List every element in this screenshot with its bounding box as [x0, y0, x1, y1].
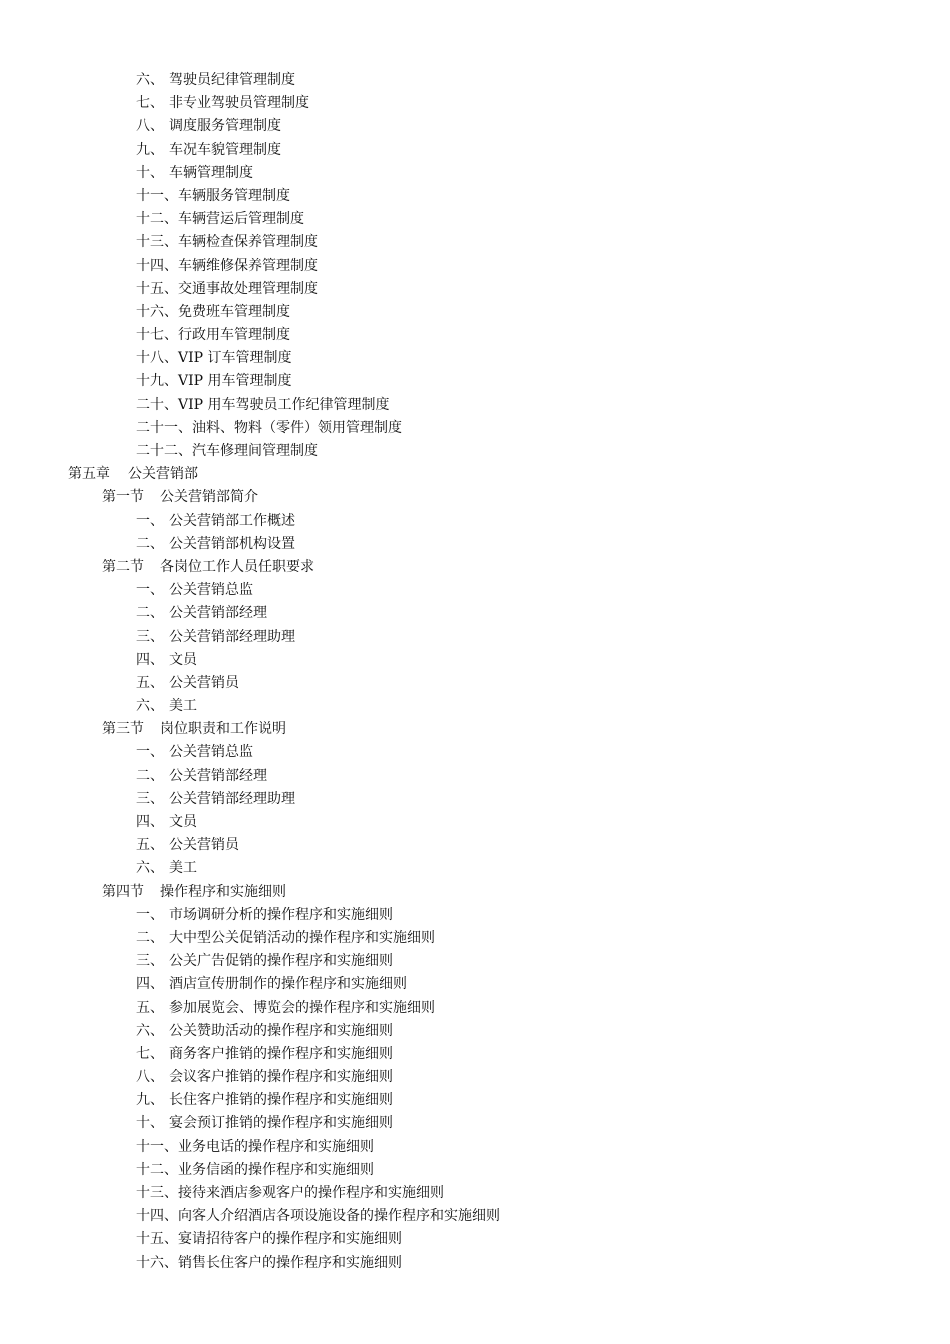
toc-entry-title: 公关广告促销的操作程序和实施细则	[169, 953, 393, 970]
section-heading	[0, 486, 950, 509]
toc-entry	[0, 695, 950, 718]
toc-entry-number: 十、	[136, 1115, 164, 1132]
toc-entry	[0, 811, 950, 834]
toc-entry	[0, 1252, 950, 1275]
toc-entry-number: 二、	[136, 929, 164, 946]
toc-entry	[0, 278, 950, 301]
toc-entry	[0, 1089, 950, 1112]
toc-entry	[0, 440, 950, 463]
toc-entry-title: 各岗位工作人员任职要求	[160, 558, 314, 575]
toc-entry	[0, 347, 950, 370]
toc-entry-number: 十三、	[136, 234, 178, 251]
toc-entry-number: 十八、	[136, 350, 178, 367]
toc-entry	[0, 231, 950, 254]
toc-entry-title: 公关营销部经理	[169, 767, 267, 784]
toc-entry-title: 非专业驾驶员管理制度	[169, 95, 309, 112]
toc-entry-number: 十一、	[136, 187, 178, 204]
toc-entry-title: 长住客户推销的操作程序和实施细则	[169, 1092, 393, 1109]
toc-entry-title: 驾驶员纪律管理制度	[169, 72, 295, 88]
toc-entry-title: 车况车貌管理制度	[169, 141, 281, 158]
toc-entry-number: 九、	[136, 141, 164, 158]
toc-entry-title: 宴会预订推销的操作程序和实施细则	[169, 1115, 393, 1132]
toc-entry-title: VIP 用车驾驶员工作纪律管理制度	[178, 396, 390, 413]
toc-entry	[0, 301, 950, 324]
toc-entry-title: 市场调研分析的操作程序和实施细则	[169, 906, 393, 923]
toc-entry-number: 五、	[136, 674, 164, 691]
toc-entry	[0, 162, 950, 185]
toc-entry	[0, 139, 950, 162]
toc-entry-title: 文员	[169, 814, 197, 830]
toc-entry-number: 一、	[136, 906, 164, 923]
toc-entry-title: 岗位职责和工作说明	[160, 721, 286, 738]
toc-entry-number: 十二、	[136, 211, 178, 228]
toc-entry-number: 十三、	[136, 1185, 178, 1201]
toc-entry-number: 八、	[136, 118, 164, 135]
section-heading	[0, 556, 950, 579]
toc-entry	[0, 370, 950, 393]
toc-entry-number: 五、	[136, 837, 164, 854]
toc-entry-title: 车辆检查保养管理制度	[178, 234, 318, 251]
toc-entry-number: 十九、	[136, 373, 178, 390]
toc-entry-number: 一、	[136, 582, 164, 599]
toc-entry-title: 公关营销员	[169, 674, 239, 691]
toc-entry-title: 免费班车管理制度	[178, 303, 290, 320]
toc-entry-number: 二十、	[136, 396, 178, 413]
toc-entry-number: 九、	[136, 1092, 164, 1109]
table-of-contents	[0, 69, 950, 1275]
toc-entry	[0, 649, 950, 672]
toc-entry-number: 六、	[136, 72, 164, 88]
toc-entry	[0, 1066, 950, 1089]
toc-entry	[0, 997, 950, 1020]
toc-entry	[0, 1043, 950, 1066]
toc-entry-title: 会议客户推销的操作程序和实施细则	[169, 1069, 393, 1086]
section-heading	[0, 718, 950, 741]
toc-entry-title: 公关营销部工作概述	[169, 512, 295, 529]
toc-entry	[0, 115, 950, 138]
toc-entry	[0, 533, 950, 556]
toc-entry	[0, 1112, 950, 1135]
toc-entry-number: 十六、	[136, 303, 178, 320]
toc-entry-title: 公关营销总监	[169, 744, 253, 761]
toc-entry-title: 接待来酒店参观客户的操作程序和实施细则	[178, 1185, 444, 1201]
toc-entry-title: 车辆服务管理制度	[178, 187, 290, 204]
toc-entry-title: 汽车修理间管理制度	[192, 443, 318, 459]
toc-entry	[0, 579, 950, 602]
toc-entry-number: 第三节	[102, 721, 144, 738]
toc-entry-title: 公关营销部经理助理	[169, 790, 295, 807]
toc-entry-number: 四、	[136, 651, 164, 668]
toc-entry-title: 公关营销部经理助理	[169, 628, 295, 645]
toc-entry	[0, 255, 950, 278]
toc-entry	[0, 927, 950, 950]
toc-entry	[0, 1020, 950, 1043]
toc-entry-title: 公关营销总监	[169, 582, 253, 599]
toc-entry-title: 公关赞助活动的操作程序和实施细则	[169, 1022, 393, 1039]
toc-entry-title: 公关营销员	[169, 837, 239, 854]
toc-entry-title: 车辆维修保养管理制度	[178, 257, 318, 274]
toc-entry-number: 四、	[136, 814, 164, 830]
toc-entry	[0, 324, 950, 347]
toc-entry-number: 第二节	[102, 558, 144, 575]
toc-entry	[0, 394, 950, 417]
toc-entry-number: 七、	[136, 1045, 164, 1062]
toc-entry-title: 销售长住客户的操作程序和实施细则	[178, 1254, 402, 1271]
toc-entry	[0, 1136, 950, 1159]
toc-entry-number: 二、	[136, 767, 164, 784]
toc-entry-title: 车辆营运后管理制度	[178, 211, 304, 228]
toc-entry	[0, 208, 950, 231]
toc-entry-number: 三、	[136, 953, 164, 970]
toc-entry-title: 公关营销部机构设置	[169, 535, 295, 552]
toc-entry-title: 行政用车管理制度	[178, 327, 290, 344]
toc-entry	[0, 950, 950, 973]
toc-entry-title: 公关营销部简介	[160, 489, 258, 506]
toc-entry	[0, 973, 950, 996]
toc-entry	[0, 857, 950, 880]
toc-entry-title: 美工	[169, 860, 197, 877]
toc-entry-number: 第四节	[102, 883, 144, 900]
toc-entry-title: 公关营销部	[128, 466, 198, 483]
toc-entry-title: 大中型公关促销活动的操作程序和实施细则	[169, 929, 435, 946]
toc-entry-number: 十五、	[136, 1231, 178, 1248]
toc-entry-number: 二十一、	[136, 419, 192, 436]
toc-entry-title: 公关营销部经理	[169, 605, 267, 622]
toc-entry-number: 八、	[136, 1069, 164, 1086]
toc-entry-title: VIP 用车管理制度	[178, 373, 292, 390]
toc-entry	[0, 92, 950, 115]
toc-entry-number: 六、	[136, 1022, 164, 1039]
toc-entry-number: 二十二、	[136, 443, 192, 459]
toc-entry-number: 十六、	[136, 1254, 178, 1271]
toc-entry	[0, 1182, 950, 1205]
toc-entry-number: 十二、	[136, 1161, 178, 1178]
toc-entry	[0, 788, 950, 811]
toc-entry	[0, 1159, 950, 1182]
toc-entry-number: 二、	[136, 605, 164, 622]
toc-entry-title: 业务信函的操作程序和实施细则	[178, 1161, 374, 1178]
toc-entry-title: VIP 订车管理制度	[178, 350, 292, 367]
toc-entry-title: 调度服务管理制度	[169, 118, 281, 135]
toc-entry-title: 油料、物料（零件）领用管理制度	[192, 419, 402, 436]
toc-entry-number: 一、	[136, 744, 164, 761]
toc-entry	[0, 1228, 950, 1251]
toc-entry-number: 十四、	[136, 257, 178, 274]
toc-entry-number: 第五章	[68, 466, 110, 483]
toc-entry-number: 十七、	[136, 327, 178, 344]
toc-entry	[0, 834, 950, 857]
toc-entry-number: 十四、	[136, 1208, 178, 1225]
toc-entry-title: 参加展览会、博览会的操作程序和实施细则	[169, 999, 435, 1016]
toc-entry	[0, 69, 950, 92]
toc-entry-title: 交通事故处理管理制度	[178, 280, 318, 297]
toc-entry-title: 操作程序和实施细则	[160, 883, 286, 900]
toc-entry-title: 业务电话的操作程序和实施细则	[178, 1138, 374, 1155]
toc-entry-title: 商务客户推销的操作程序和实施细则	[169, 1045, 393, 1062]
toc-entry-number: 十一、	[136, 1138, 178, 1155]
toc-entry	[0, 185, 950, 208]
toc-entry	[0, 765, 950, 788]
toc-entry-number: 第一节	[102, 489, 144, 506]
toc-entry-title: 宴请招待客户的操作程序和实施细则	[178, 1231, 402, 1248]
toc-entry-title: 酒店宣传册制作的操作程序和实施细则	[169, 976, 407, 993]
toc-entry-title: 车辆管理制度	[169, 164, 253, 181]
toc-entry-number: 一、	[136, 512, 164, 529]
toc-entry-number: 七、	[136, 95, 164, 112]
toc-entry	[0, 904, 950, 927]
toc-entry	[0, 626, 950, 649]
toc-entry	[0, 417, 950, 440]
toc-entry-number: 五、	[136, 999, 164, 1016]
toc-entry-number: 六、	[136, 860, 164, 877]
toc-entry-title: 文员	[169, 651, 197, 668]
toc-entry-number: 三、	[136, 628, 164, 645]
chapter-heading	[0, 463, 950, 486]
toc-entry	[0, 741, 950, 764]
toc-entry-number: 十五、	[136, 280, 178, 297]
toc-entry-number: 四、	[136, 976, 164, 993]
toc-entry	[0, 672, 950, 695]
toc-entry-title: 美工	[169, 698, 197, 715]
section-heading	[0, 881, 950, 904]
toc-entry-title: 向客人介绍酒店各项设施设备的操作程序和实施细则	[178, 1208, 500, 1225]
toc-entry-number: 十、	[136, 164, 164, 181]
toc-entry	[0, 1205, 950, 1228]
toc-entry	[0, 510, 950, 533]
toc-entry-number: 三、	[136, 790, 164, 807]
toc-entry-number: 六、	[136, 698, 164, 715]
toc-entry	[0, 602, 950, 625]
toc-entry-number: 二、	[136, 535, 164, 552]
